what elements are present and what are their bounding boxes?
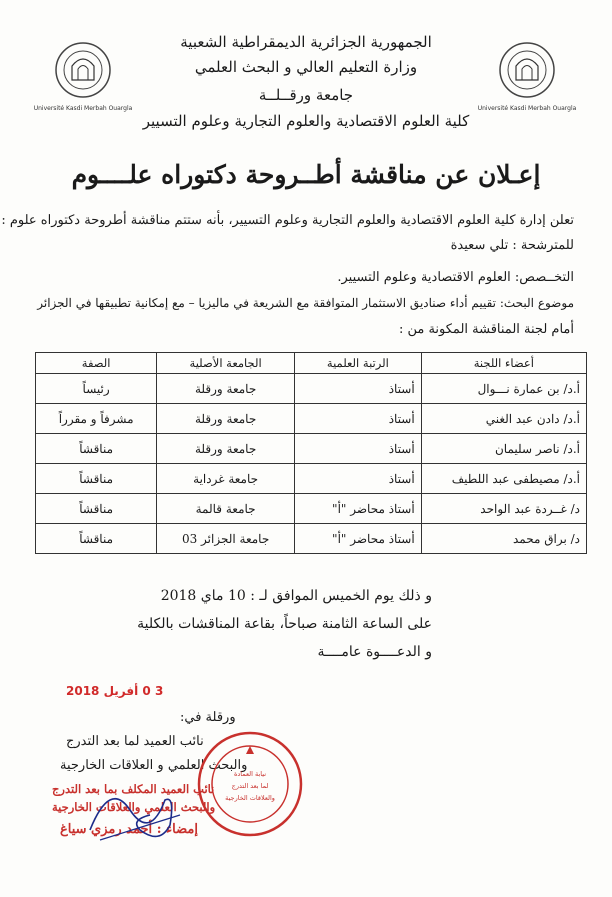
member-role: مشرفاً و مقرراً — [36, 404, 157, 434]
table-row — [36, 464, 587, 494]
table-row — [36, 494, 587, 524]
member-rank: أستاذ — [294, 404, 421, 434]
schedule-date: و ذلك يوم الخميس الموافق لـ : 10 ماي 2018 — [160, 588, 432, 604]
handwritten-signature — [80, 770, 200, 850]
member-university: جامعة ورقلة — [157, 374, 295, 404]
signatory-name: إمضاء : أحمد رمزي سياغ — [60, 822, 198, 837]
header-rank: الرتبة العلمية — [294, 353, 421, 374]
date-stamp: 3 0 أفريل 2018 — [66, 684, 164, 698]
svg-text:Université Kasdi Merbah Ouargl: Université Kasdi Merbah Ouargla — [477, 105, 577, 112]
member-name: د/ غــردة عبد الواحد — [421, 494, 586, 524]
signature-stamp-line-2: والبحث العلمي والعلاقات الخارجية — [52, 800, 216, 814]
svg-text:Université Kasdi Merbah Ouargl: Université Kasdi Merbah Ouargla — [33, 105, 133, 112]
member-name: أ.د/ ناصر سليمان — [421, 434, 586, 464]
header-members: أعضاء اللجنة — [421, 353, 586, 374]
member-role: مناقشاً — [36, 494, 157, 524]
table-row — [36, 374, 587, 404]
candidate-line: للمترشحة : تلي سعيدة — [450, 238, 574, 253]
header-university: الجامعة الأصلية — [157, 353, 295, 374]
schedule-time-place: على الساعة الثامنة صباحاً، بقاعة المناقشات بالكلية — [137, 616, 432, 632]
member-name: أ.د/ دادن عبد الغني — [421, 404, 586, 434]
member-rank: أستاذ — [294, 434, 421, 464]
member-name: د/ براق محمد — [421, 524, 586, 554]
specialty-line: التخــصص: العلوم الاقتصادية وعلوم التسيير. — [337, 270, 574, 285]
member-name: أ.د/ بن عمارة نـــوال — [421, 374, 586, 404]
signature-stamp-line-1: نائب العميد المكلف بما بعد التدرج — [52, 782, 215, 796]
place-label: ورقلة في: — [180, 710, 236, 725]
member-university: جامعة ورقلة — [157, 434, 295, 464]
member-university: جامعة الجزائر 03 — [157, 524, 295, 554]
table-row — [36, 404, 587, 434]
member-university: جامعة ورقلة — [157, 404, 295, 434]
member-rank: أستاذ — [294, 374, 421, 404]
table-row — [36, 524, 587, 554]
table-header-row — [36, 353, 587, 374]
topic-line: موضوع البحث: تقييم أداء صناديق الاستثمار المتوافقة مع الشريعة في ماليزيا – مع إمكانية تطبيقها في الجزائر — [37, 296, 574, 310]
header-faculty: كلية العلوم الاقتصادية والعلوم التجارية وعلوم التسيير — [142, 112, 470, 130]
member-university: جامعة غرداية — [157, 464, 295, 494]
svg-text:نيابة العمادة: نيابة العمادة — [233, 770, 267, 778]
announcement-title: إعـلان عن مناقشة أطــروحة دكتوراه علــــوم — [71, 160, 541, 189]
svg-text:والعلاقات الخارجية: والعلاقات الخارجية — [225, 794, 275, 802]
jury-intro-line: أمام لجنة المناقشة المكونة من : — [398, 322, 574, 337]
header-role: الصفة — [36, 353, 157, 374]
member-rank: أستاذ محاضر "أ" — [294, 524, 421, 554]
member-rank: أستاذ محاضر "أ" — [294, 494, 421, 524]
member-role: مناقشاً — [36, 434, 157, 464]
svg-text:لما بعد التدرج: لما بعد التدرج — [231, 782, 269, 790]
header-republic: الجمهورية الجزائرية الديمقراطية الشعبية — [180, 33, 432, 51]
intro-text: تعلن إدارة كلية العلوم الاقتصادية والعلوم التجارية وعلوم التسيير، بأنه ستتم مناقشة أطروحة دكتوراه علوم : — [1, 213, 574, 228]
member-name: أ.د/ مصيطفى عبد اللطيف — [421, 464, 586, 494]
member-role: مناقشاً — [36, 524, 157, 554]
header-ministry: وزارة التعليم العالي و البحث العلمي — [194, 58, 418, 76]
signatory-role-1: نائب العميد لما بعد التدرج — [66, 734, 204, 749]
member-role: مناقشاً — [36, 464, 157, 494]
jury-table — [35, 352, 587, 554]
signatory-role-2: والبحث العلمي و العلاقات الخارجية — [60, 758, 248, 773]
member-university: جامعة قالمة — [157, 494, 295, 524]
table-row — [36, 434, 587, 464]
schedule-invitation: و الدعــــوة عامــــة — [317, 644, 432, 660]
member-rank: أستاذ — [294, 464, 421, 494]
member-role: رئيساً — [36, 374, 157, 404]
header-university: جامعة ورقــلــة — [258, 86, 354, 104]
